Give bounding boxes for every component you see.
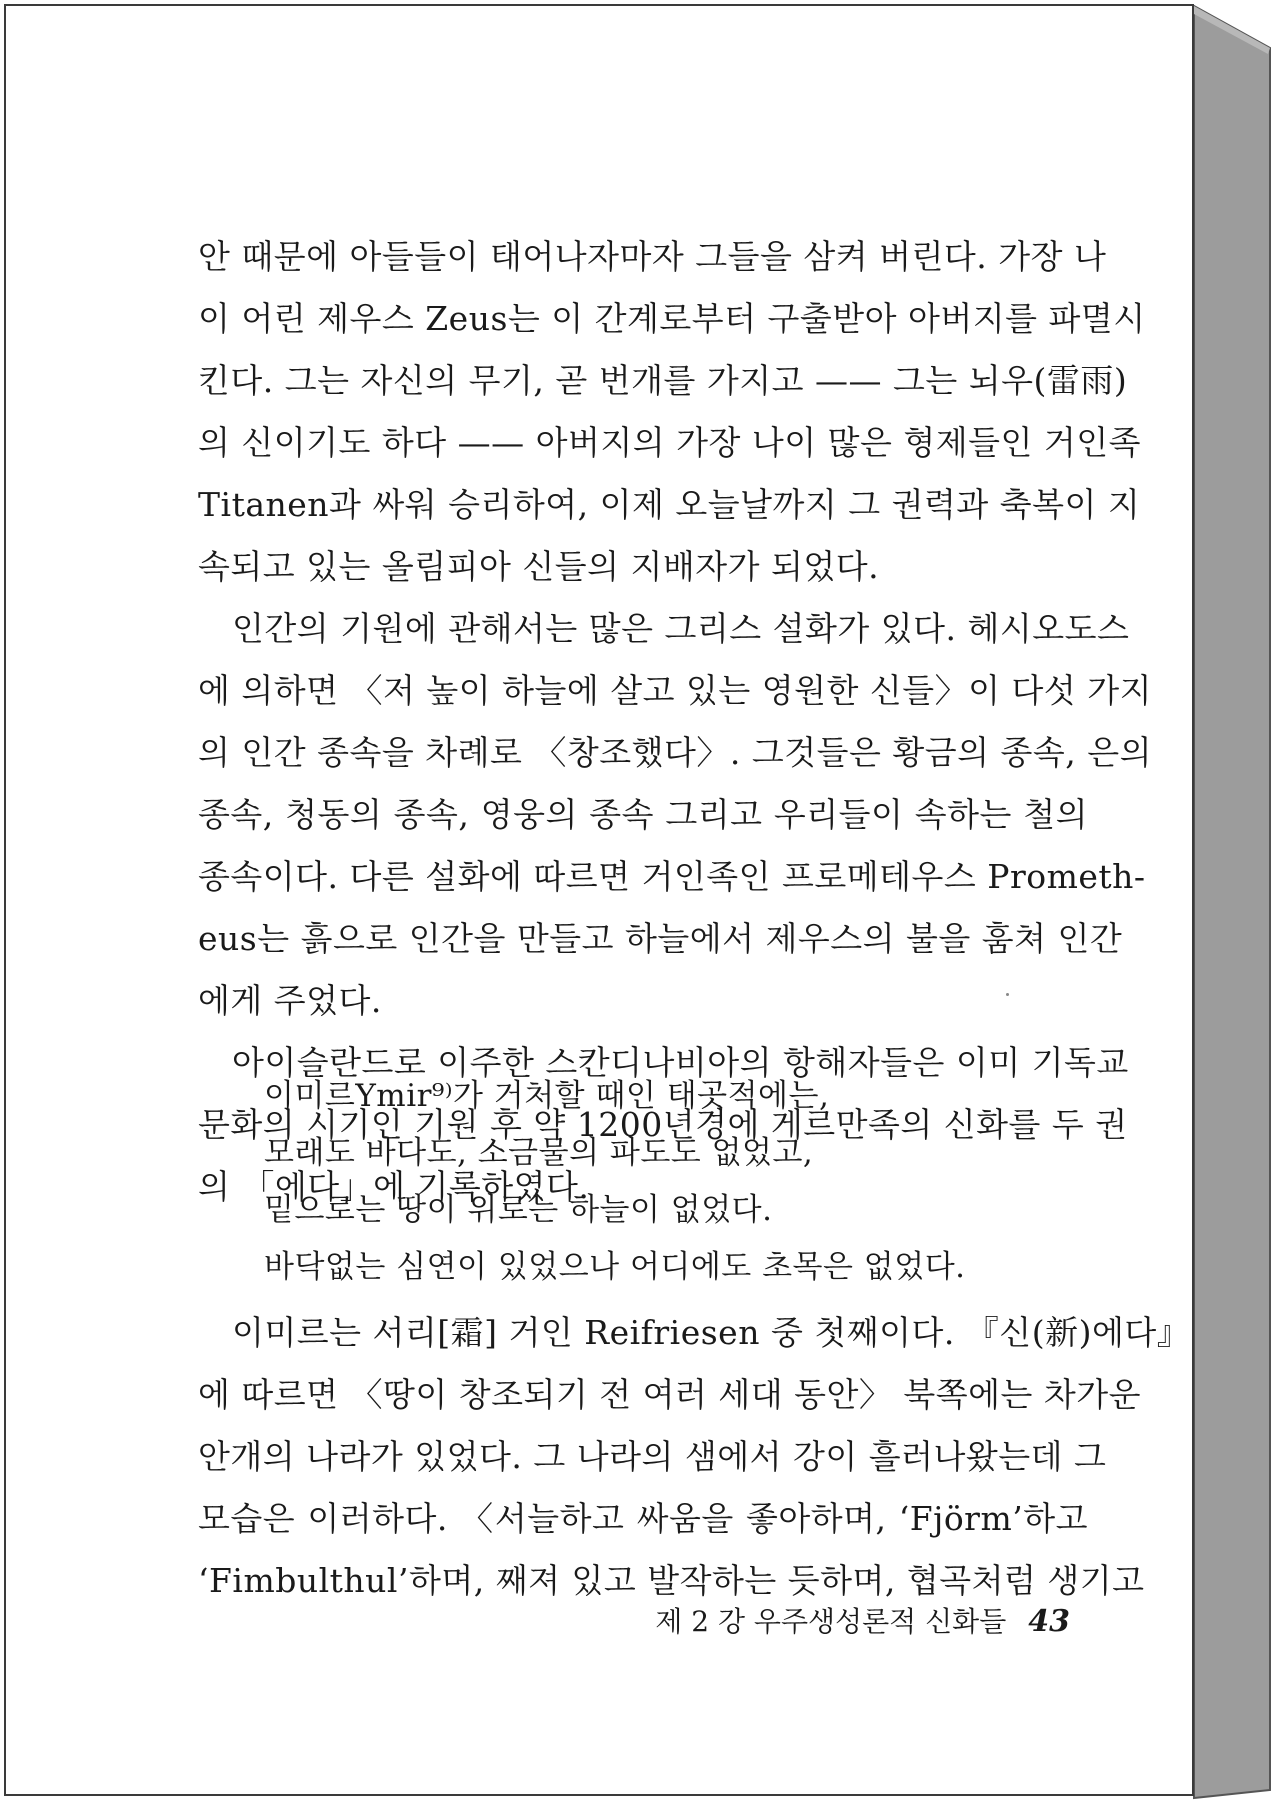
body-text-bottom — [198, 1302, 1191, 1612]
quoted-verse — [264, 1068, 984, 1296]
text-line: 의 신이기도 하다 —— 아버지의 가장 나이 많은 형제들인 거인족 — [198, 423, 1141, 462]
text-line: Titanen과 싸워 승리하여, 이제 오늘날까지 그 권력과 축복이 지 — [198, 485, 1141, 524]
text-line: 인간의 기원에 관해서는 많은 그리스 설화가 있다. 헤시오도스 — [232, 609, 1130, 648]
text-line: 에게 주었다. — [198, 981, 382, 1020]
text-line: 모습은 이러하다. 〈서늘하고 싸움을 좋아하며, ‘Fjörm’하고 — [198, 1499, 1088, 1538]
verse-line: 밑으로는 땅이 위로는 하늘이 없었다. — [264, 1192, 773, 1228]
text-line: ‘Fimbulthul’하며, 째져 있고 발작하는 듯하며, 협곡처럼 생기고 — [198, 1561, 1145, 1600]
text-line: 종속이다. 다른 설화에 따르면 거인족인 프로메테우스 Prometh- — [198, 857, 1146, 896]
verse-line: 모래도 바다도, 소금물의 파도도 없었고, — [264, 1135, 814, 1171]
text-line: 의 인간 종속을 차례로 〈창조했다〉. 그것들은 황금의 종속, 은의 — [198, 733, 1152, 772]
verse-line: 이미르Ymir⁹⁾가 거처할 때인 태곳적에는, — [264, 1078, 830, 1114]
running-footer — [640, 1600, 1070, 1640]
chapter-title: 제 2 강 우주생성론적 신화들 — [655, 1605, 1007, 1638]
text-line: eus는 흙으로 인간을 만들고 하늘에서 제우스의 불을 훔쳐 인간 — [198, 919, 1123, 958]
verse-line: 바닥없는 심연이 있었으나 어디에도 초목은 없었다. — [264, 1249, 966, 1285]
text-line: 의 「에다」에 기록하였다. — [198, 1167, 590, 1206]
text-line: 안개의 나라가 있었다. 그 나라의 샘에서 강이 흘러나왔는데 그 — [198, 1437, 1107, 1476]
page-number: 43 — [1028, 1604, 1070, 1639]
text-line: 이 어린 제우스 Zeus는 이 간계로부터 구출받아 아버지를 파멸시 — [198, 299, 1146, 338]
text-line: 문화의 시기인 기원 후 약 1200년경에 게르만족의 신화를 두 권 — [198, 1105, 1128, 1144]
text-line: 킨다. 그는 자신의 무기, 곧 번개를 가지고 —— 그는 뇌우(雷雨) — [198, 361, 1128, 400]
text-line: 에 의하면 〈저 높이 하늘에 살고 있는 영원한 신들〉이 다섯 가지 — [198, 671, 1152, 710]
text-line: 종속, 청동의 종속, 영웅의 종속 그리고 우리들이 속하는 철의 — [198, 795, 1088, 834]
text-line: 아이슬란드로 이주한 스칸디나비아의 항해자들은 이미 기독교 — [232, 1043, 1129, 1082]
print-speck — [1006, 993, 1009, 996]
text-line: 안 때문에 아들들이 태어나자마자 그들을 삼켜 버린다. 가장 나 — [198, 237, 1107, 276]
text-line: 에 따르면 〈땅이 창조되기 전 여러 세대 동안〉 북쪽에는 차가운 — [198, 1375, 1141, 1414]
text-line: 이미르는 서리[霜] 거인 Reifriesen 중 첫째이다. 『신(新)에다』 — [232, 1313, 1191, 1352]
text-line: 속되고 있는 올림피아 신들의 지배자가 되었다. — [198, 547, 880, 586]
